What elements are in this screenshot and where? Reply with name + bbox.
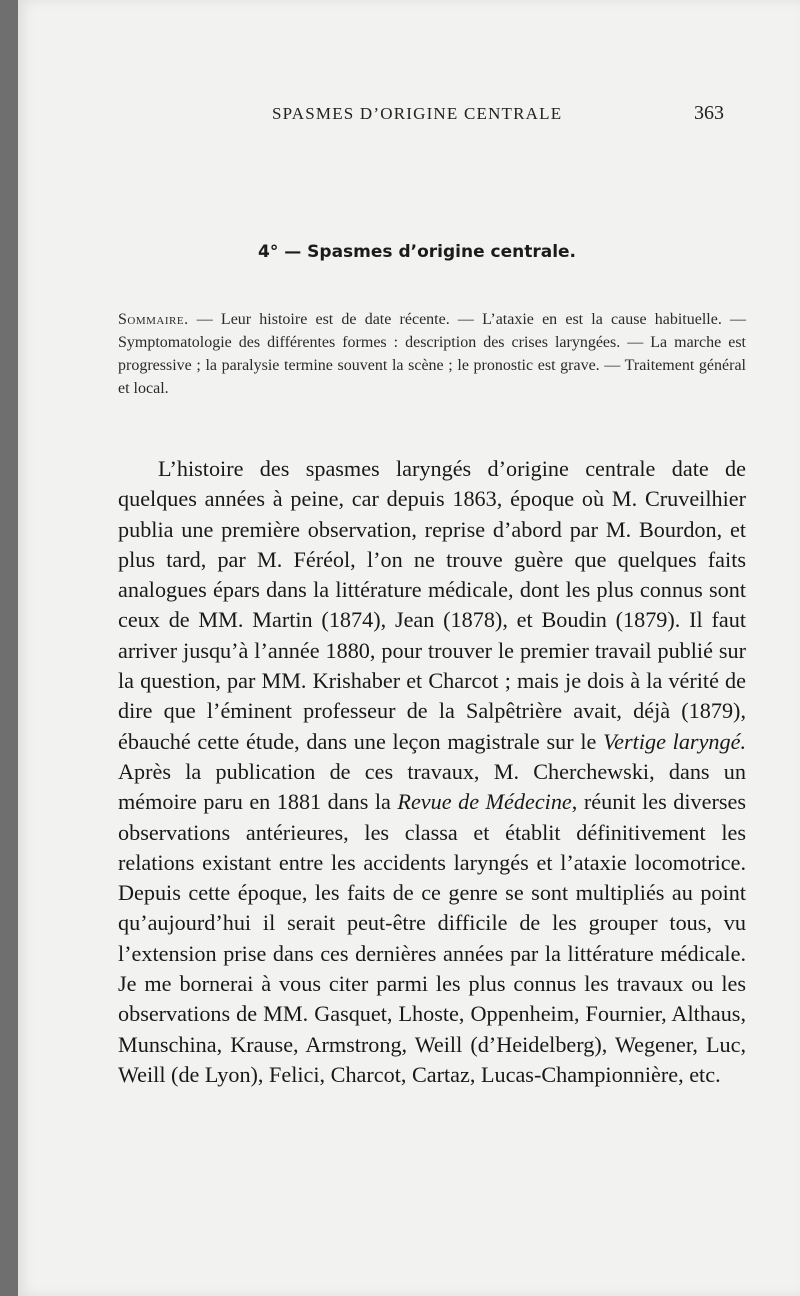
italic-title-revue: Revue de Médecine [397, 789, 572, 815]
running-header [18, 104, 800, 128]
body-paragraph [118, 454, 746, 1090]
body-text-part-1: L’histoire des spasmes laryngés d’origine centrale date de quelques années à peine, car depuis 1863, époque où M. Cruveilhier publia une première observation, reprise d’abord par M. Bourdon, et plus tard, par M. Féréol, l’on ne trouve guère que quelques faits analogues épars dans la littérature médicale, dont les plus connus sont ceux de MM. Martin (1874), Jean (1878), et Boudin (1879). Il faut arriver jusqu’à l’année 1880, pour trouver le premier travail publié sur la question, par MM. Krishaber et Charcot ; mais je dois à la vérité de dire que l’éminent professeur de la Salpêtrière avait, déjà (1879), ébauché cette étude, dans une leçon magistrale sur le [118, 456, 746, 754]
page-number: 363 [694, 102, 724, 124]
summary-label: Sommaire. [118, 311, 189, 328]
section-heading: 4° — Spasmes d’origine centrale. [258, 242, 577, 262]
running-title: SPASMES D’ORIGINE CENTRALE [272, 104, 563, 123]
book-page [18, 0, 800, 1296]
chapter-summary [118, 308, 746, 400]
body-text-part-3: , réunit les diverses observations antérieures, les classa et établit définitivement les relations existant entre les accidents laryngés et l’ataxie locomotrice. Depuis cette époque, les faits de ce genre se sont multipliés au point qu’aujourd’hui il serait peut-être difficile de les grouper tous, vu l’extension prise dans ces dernières années par la littérature médicale. Je me bornerai à vous citer parmi les plus connus les travaux ou les observations de MM. Gasquet, Lhoste, Oppenheim, Fournier, Althaus, Munschina, Krause, Armstrong, Weill (d’Heidelberg), Wegener, Luc, Weill (de Lyon), Felici, Charcot, Cartaz, Lucas-Championnière, etc. [118, 789, 746, 1087]
italic-title-vertige: Vertige laryngé. [603, 728, 747, 754]
body-text-part-2: Après la publication de ces travaux, M. Cherchewski, dans un mémoire paru en 1881 dans la [118, 758, 746, 815]
summary-text: — Leur histoire est de date récente. — L’ataxie en est la cause habituelle. — Symptomatologie des différentes formes : description des crises laryngées. — La marche est progressive ; la paralysie termine souvent la scène ; le pronostic est grave. — Traitement général et local. [118, 311, 746, 397]
